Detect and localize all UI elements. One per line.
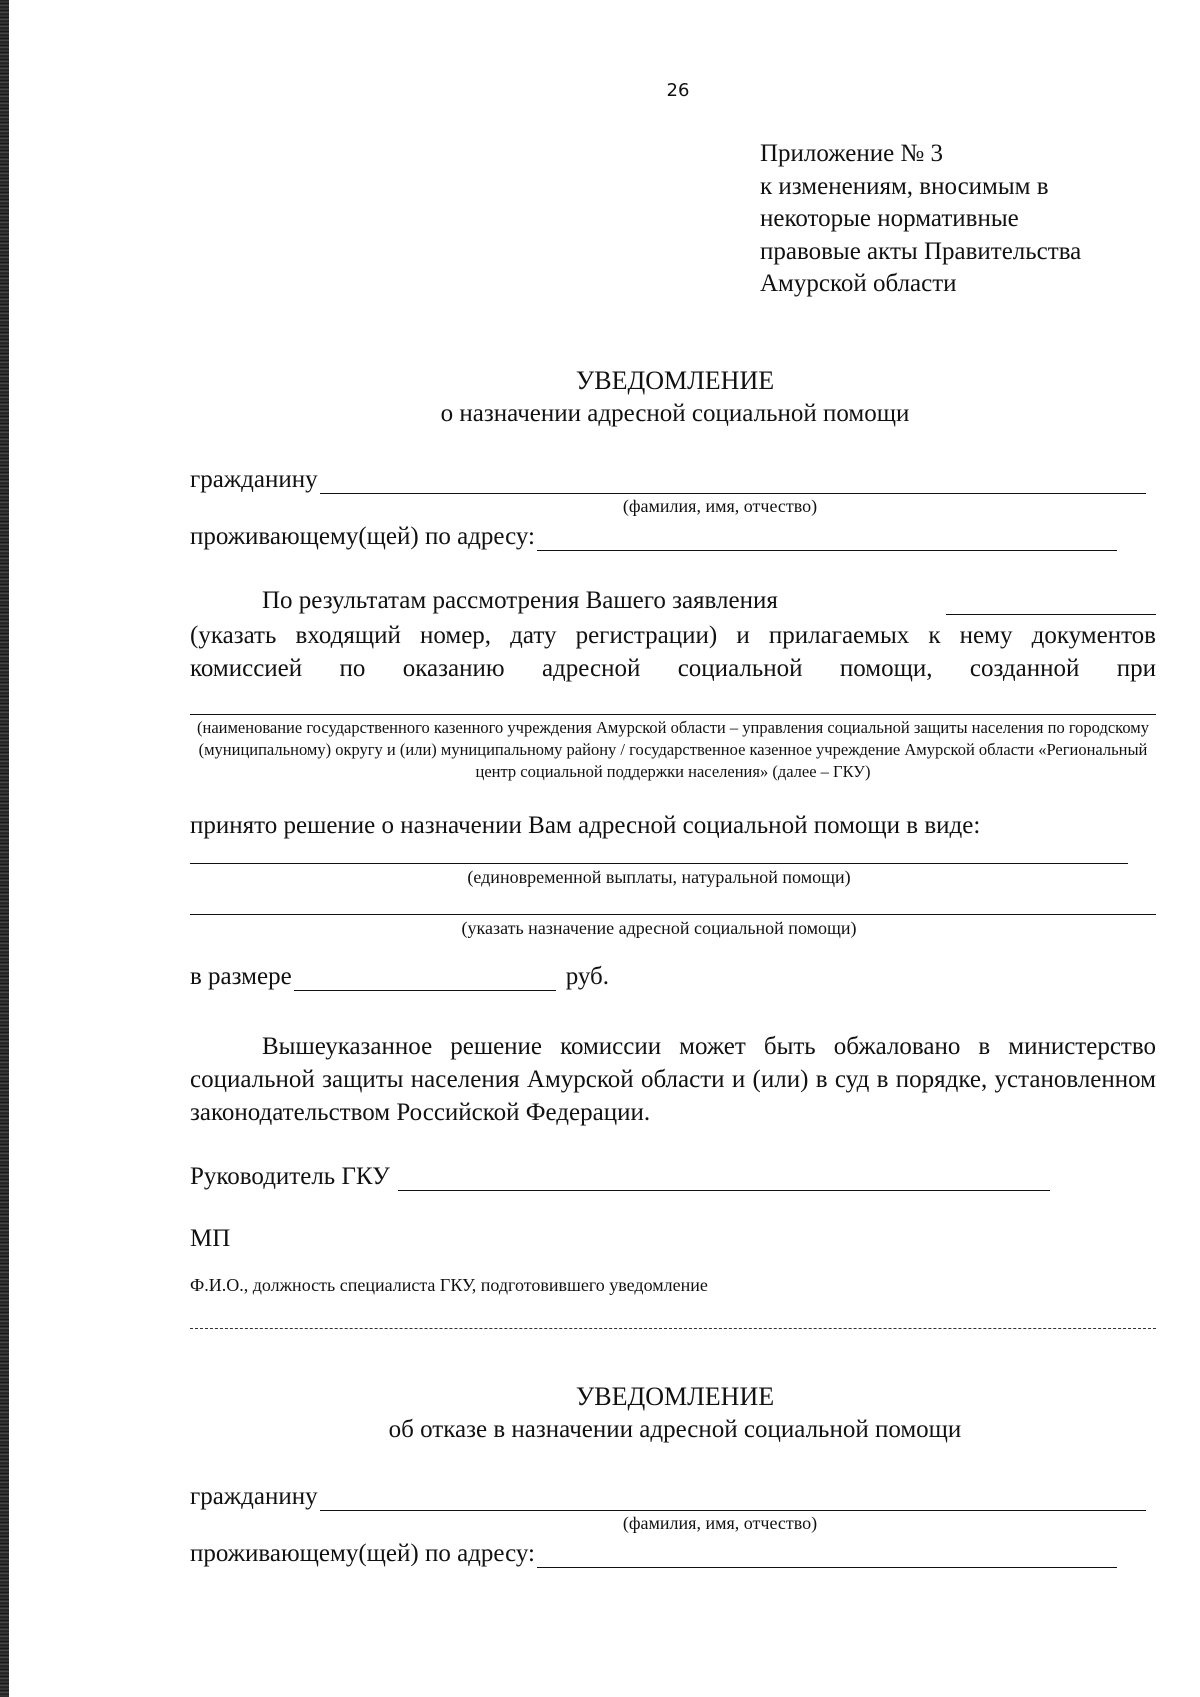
stamp-label: МП bbox=[190, 1225, 231, 1252]
appendix-header bbox=[760, 138, 1081, 301]
appendix-line: Приложение № 3 bbox=[760, 140, 944, 167]
citizen-label: гражданину bbox=[190, 1483, 318, 1510]
specialist-label: Ф.И.О., должность специалиста ГКУ, подготовившего уведомление bbox=[190, 1275, 708, 1295]
para1-line1: По результатам рассмотрения Вашего заявления bbox=[262, 587, 778, 614]
head-label: Руководитель ГКУ bbox=[190, 1163, 390, 1190]
citizen-caption: (фамилия, имя, отчество) bbox=[622, 496, 818, 516]
address-label: проживающему(щей) по адресу: bbox=[190, 523, 535, 550]
address-label: проживающему(щей) по адресу: bbox=[190, 1540, 535, 1567]
refusal-title: УВЕДОМЛЕНИЕ bbox=[575, 1382, 775, 1411]
section-separator bbox=[190, 1328, 1156, 1329]
grant-address-row bbox=[190, 523, 1117, 551]
grant-citizen-row bbox=[190, 466, 1146, 494]
refusal-address-field[interactable] bbox=[537, 1543, 1117, 1568]
head-row bbox=[190, 1163, 1050, 1191]
application-number-field[interactable] bbox=[946, 590, 1156, 615]
aid-type-field[interactable] bbox=[190, 863, 1128, 864]
appendix-line: правовые акты Правительства bbox=[760, 237, 1082, 265]
amount-unit: руб. bbox=[565, 963, 609, 990]
head-signature-field[interactable] bbox=[398, 1166, 1050, 1191]
institution-caption: (наименование государственного казенного учреждения Амурской области – управления социальной защиты населения по городскому (муниципальному) округу и (или) муниципальному району / государственное казенное учреждение Амурской области «Региональный центр социальной поддержки населения» (далее – ГКУ) bbox=[197, 718, 1149, 781]
amount-label: в размере bbox=[190, 963, 292, 990]
grant-title: УВЕДОМЛЕНИЕ bbox=[575, 366, 775, 395]
page-number: 26 bbox=[666, 80, 690, 101]
amount-field[interactable] bbox=[294, 966, 556, 991]
para1-line1-row bbox=[262, 587, 1156, 615]
aid-purpose-field[interactable] bbox=[190, 914, 1156, 915]
appendix-line: Амурской области bbox=[760, 270, 957, 297]
para1-line2: (указать входящий номер, дату регистрации) и прилагаемых к нему документов bbox=[190, 622, 1156, 649]
refusal-address-row bbox=[190, 1540, 1117, 1568]
aid-purpose-caption: (указать назначение адресной социальной помощи) bbox=[461, 918, 857, 938]
para1-line3: комиссией по оказанию адресной социальной помощи, созданной при bbox=[190, 655, 1156, 682]
grant-subtitle: о назначении адресной социальной помощи bbox=[440, 400, 910, 427]
citizen-label: гражданину bbox=[190, 466, 318, 493]
institution-field[interactable] bbox=[190, 714, 1156, 715]
appendix-line: к изменениям, вносимым в bbox=[760, 172, 1049, 200]
aid-type-caption: (единовременной выплаты, натуральной помощи) bbox=[467, 867, 851, 887]
refusal-citizen-row bbox=[190, 1483, 1146, 1511]
refusal-citizen-name-field[interactable] bbox=[320, 1486, 1146, 1511]
scan-edge bbox=[0, 0, 9, 1697]
decision-text: принято решение о назначении Вам адресной социальной помощи в виде: bbox=[190, 812, 981, 839]
address-field[interactable] bbox=[537, 526, 1117, 551]
citizen-name-field[interactable] bbox=[320, 469, 1146, 494]
amount-row bbox=[190, 963, 609, 991]
appendix-line: некоторые нормативные bbox=[760, 205, 1019, 232]
appeal-text: Вышеуказанное решение комиссии может быть обжаловано в министерство социальной защиты населения Амурской области и (или) в суд в порядке, установленном законодательством Российской Федерации. bbox=[190, 1033, 1156, 1126]
refusal-citizen-caption: (фамилия, имя, отчество) bbox=[622, 1513, 818, 1533]
refusal-subtitle: об отказе в назначении адресной социальной помощи bbox=[388, 1416, 962, 1443]
